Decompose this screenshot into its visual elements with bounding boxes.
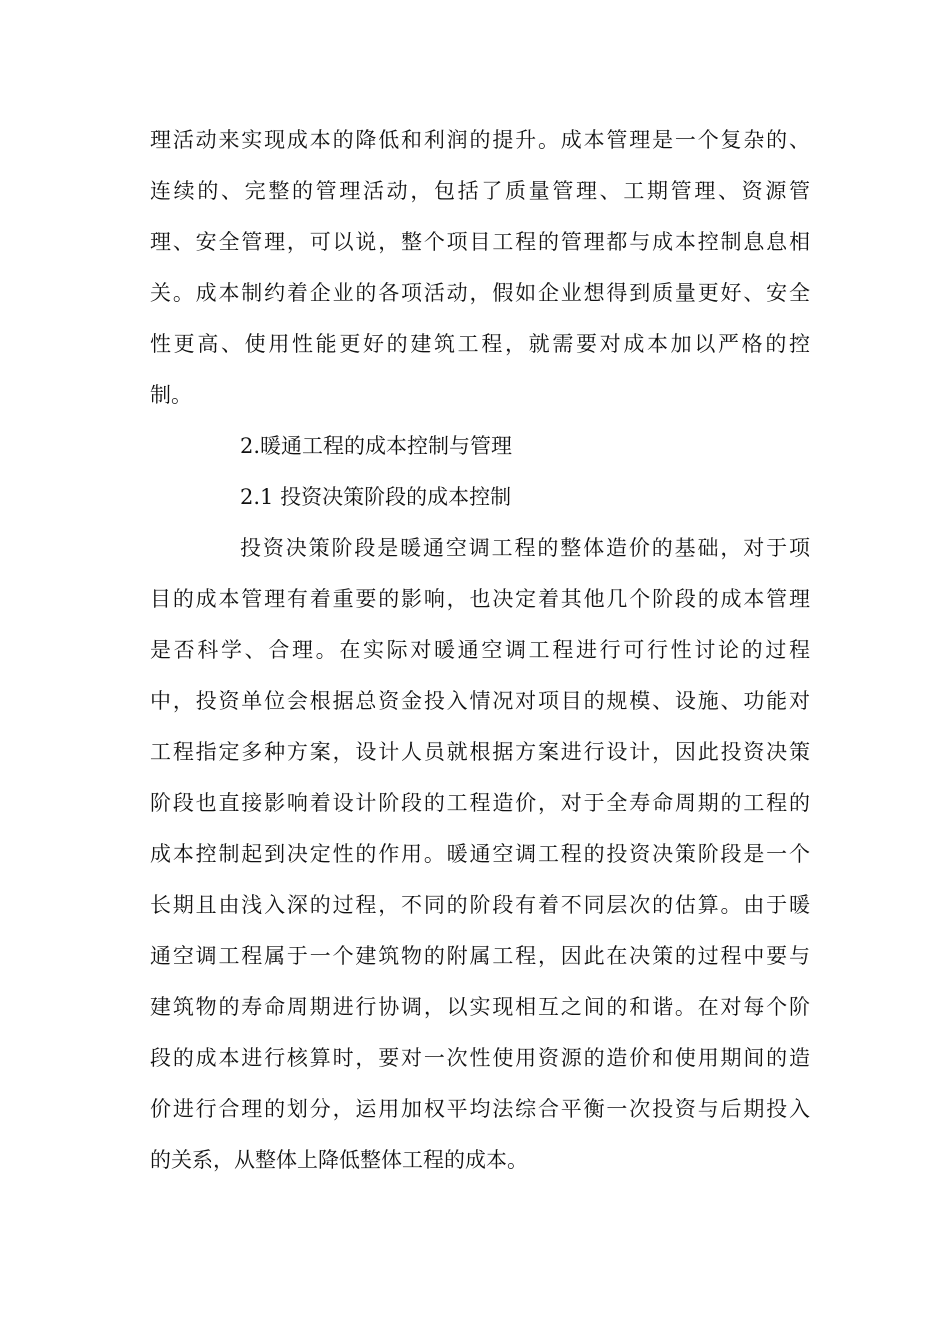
subsection-heading: 2.1 投资决策阶段的成本控制 xyxy=(240,485,512,509)
paragraph-2-line-4: 中，投资单位会根据总资金投入情况对项目的规模、设施、功能对 xyxy=(150,689,810,713)
section-heading: 2.暖通工程的成本控制与管理 xyxy=(240,434,513,458)
paragraph-1-line-2: 连续的、完整的管理活动，包括了质量管理、工期管理、资源管 xyxy=(150,179,810,203)
paragraph-2-line-8: 长期且由浅入深的过程，不同的阶段有着不同层次的估算。由于暖 xyxy=(150,893,810,917)
paragraph-2-line-11: 段的成本进行核算时，要对一次性使用资源的造价和使用期间的造 xyxy=(150,1046,810,1070)
paragraph-2-line-13: 的关系，从整体上降低整体工程的成本。 xyxy=(150,1148,528,1172)
paragraph-1-line-3: 理、安全管理，可以说，整个项目工程的管理都与成本控制息息相 xyxy=(150,230,810,254)
paragraph-1-line-6: 制。 xyxy=(150,383,192,407)
paragraph-2-line-5: 工程指定多种方案，设计人员就根据方案进行设计，因此投资决策 xyxy=(150,740,810,764)
paragraph-1-line-5: 性更高、使用性能更好的建筑工程，就需要对成本加以严格的控 xyxy=(150,332,810,356)
paragraph-2-line-12: 价进行合理的划分，运用加权平均法综合平衡一次投资与后期投入 xyxy=(150,1097,810,1121)
paragraph-2-line-2: 目的成本管理有着重要的影响，也决定着其他几个阶段的成本管理 xyxy=(150,587,810,611)
paragraph-2-line-1: 投资决策阶段是暖通空调工程的整体造价的基础，对于项 xyxy=(240,536,810,560)
paragraph-2-line-7: 成本控制起到决定性的作用。暖通空调工程的投资决策阶段是一个 xyxy=(150,842,810,866)
paragraph-1-line-1: 理活动来实现成本的降低和利润的提升。成本管理是一个复杂的、 xyxy=(150,128,810,152)
paragraph-2-line-9: 通空调工程属于一个建筑物的附属工程，因此在决策的过程中要与 xyxy=(150,944,810,968)
paragraph-1-line-4: 关。成本制约着企业的各项活动，假如企业想得到质量更好、安全 xyxy=(150,281,810,305)
paragraph-2-line-10: 建筑物的寿命周期进行协调，以实现相互之间的和谐。在对每个阶 xyxy=(150,995,810,1019)
paragraph-2-line-3: 是否科学、合理。在实际对暖通空调工程进行可行性讨论的过程 xyxy=(150,638,810,662)
paragraph-2-line-6: 阶段也直接影响着设计阶段的工程造价，对于全寿命周期的工程的 xyxy=(150,791,810,815)
